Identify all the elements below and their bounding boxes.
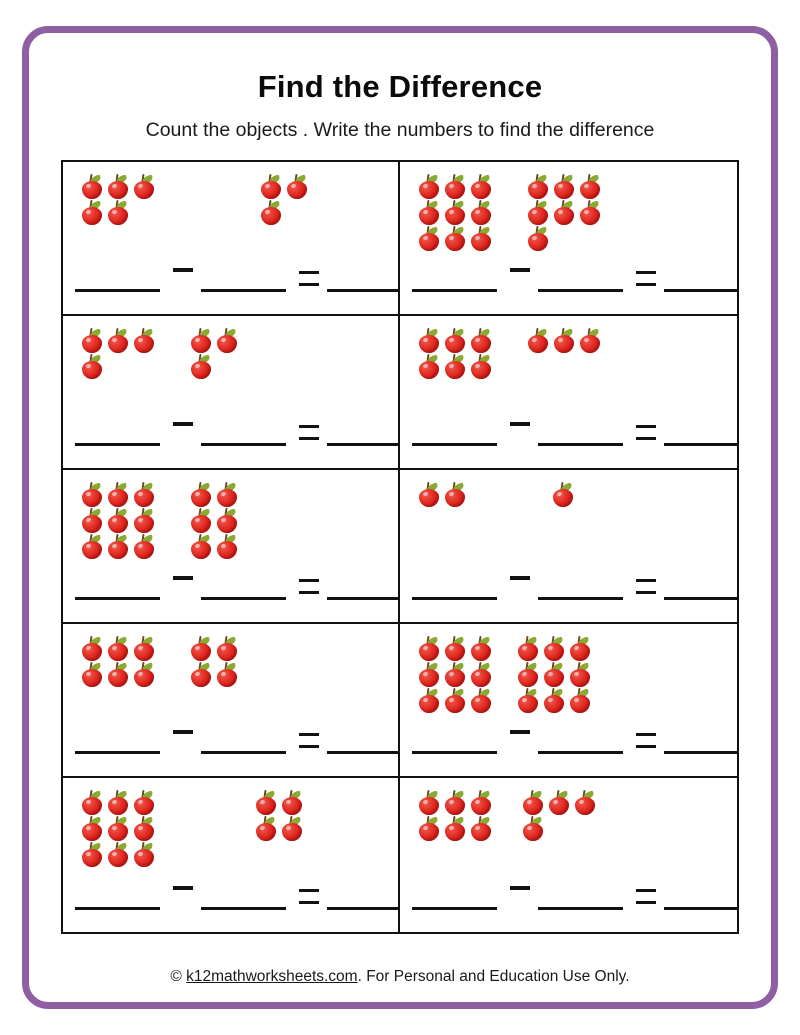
apple-icon bbox=[442, 688, 468, 714]
apple-icon bbox=[253, 790, 279, 816]
apple-group-right bbox=[525, 328, 603, 354]
apple-icon bbox=[105, 636, 131, 662]
apple-icon bbox=[279, 790, 305, 816]
apple-icon bbox=[214, 482, 240, 508]
apple-group-left bbox=[416, 174, 494, 252]
minus-sign-icon bbox=[173, 886, 193, 890]
minuend-blank[interactable] bbox=[75, 289, 160, 292]
problem-cell bbox=[400, 162, 737, 316]
apple-icon bbox=[525, 328, 551, 354]
apple-icon bbox=[416, 688, 442, 714]
apple-icon bbox=[188, 482, 214, 508]
apple-icon bbox=[551, 174, 577, 200]
apple-icon bbox=[525, 226, 551, 252]
apple-icon bbox=[442, 790, 468, 816]
minuend-blank[interactable] bbox=[412, 289, 497, 292]
apple-icon bbox=[550, 482, 576, 508]
apple-icon bbox=[105, 508, 131, 534]
footer-credit bbox=[61, 956, 739, 992]
answer-blank[interactable] bbox=[664, 751, 737, 754]
apple-icon bbox=[131, 842, 157, 868]
apple-icon bbox=[468, 174, 494, 200]
problem-cell bbox=[63, 624, 400, 778]
subtrahend-blank[interactable] bbox=[538, 597, 623, 600]
apple-icon bbox=[468, 354, 494, 380]
apple-icon bbox=[131, 534, 157, 560]
equals-sign-icon bbox=[299, 889, 319, 904]
subtrahend-blank[interactable] bbox=[538, 751, 623, 754]
subtrahend-blank[interactable] bbox=[201, 443, 286, 446]
apple-icon bbox=[79, 662, 105, 688]
apple-icon bbox=[79, 174, 105, 200]
apple-icon bbox=[442, 174, 468, 200]
apple-icon bbox=[525, 174, 551, 200]
minus-sign-icon bbox=[510, 422, 530, 426]
apple-icon bbox=[214, 534, 240, 560]
apple-group-left bbox=[79, 636, 157, 688]
apple-icon bbox=[442, 328, 468, 354]
apple-icon bbox=[105, 174, 131, 200]
apple-icon bbox=[284, 174, 310, 200]
apple-icon bbox=[577, 174, 603, 200]
apple-icon bbox=[79, 842, 105, 868]
page-title: Find the Difference bbox=[257, 69, 543, 104]
minuend-blank[interactable] bbox=[75, 907, 160, 910]
apple-icon bbox=[442, 636, 468, 662]
apple-group-left bbox=[79, 482, 157, 560]
apple-icon bbox=[551, 328, 577, 354]
equals-sign-icon bbox=[299, 271, 319, 286]
apple-group-left bbox=[416, 790, 494, 842]
apple-icon bbox=[416, 662, 442, 688]
apple-group-left bbox=[79, 328, 157, 380]
equals-sign-icon bbox=[636, 271, 656, 286]
apple-icon bbox=[131, 482, 157, 508]
footer-suffix: . For Personal and Education Use Only. bbox=[357, 968, 630, 985]
answer-blank[interactable] bbox=[327, 289, 400, 292]
apple-icon bbox=[525, 200, 551, 226]
apple-icon bbox=[214, 636, 240, 662]
problems-grid bbox=[61, 160, 739, 934]
apple-icon bbox=[131, 790, 157, 816]
minus-sign-icon bbox=[510, 268, 530, 272]
apple-icon bbox=[79, 816, 105, 842]
minuend-blank[interactable] bbox=[412, 907, 497, 910]
minuend-blank[interactable] bbox=[412, 751, 497, 754]
subtrahend-blank[interactable] bbox=[538, 289, 623, 292]
answer-blank[interactable] bbox=[327, 443, 400, 446]
apple-group-right bbox=[188, 482, 240, 560]
apple-icon bbox=[79, 508, 105, 534]
apple-group-right bbox=[258, 174, 310, 226]
apple-group-left bbox=[79, 174, 157, 226]
minus-sign-icon bbox=[510, 576, 530, 580]
apple-icon bbox=[442, 226, 468, 252]
apple-icon bbox=[105, 790, 131, 816]
apple-icon bbox=[567, 636, 593, 662]
apple-icon bbox=[131, 328, 157, 354]
subtrahend-blank[interactable] bbox=[201, 597, 286, 600]
apple-icon bbox=[188, 636, 214, 662]
equals-sign-icon bbox=[636, 425, 656, 440]
apple-icon bbox=[253, 816, 279, 842]
apple-icon bbox=[131, 174, 157, 200]
apple-group-left bbox=[416, 636, 494, 714]
apple-icon bbox=[577, 200, 603, 226]
apple-icon bbox=[468, 688, 494, 714]
subtrahend-blank[interactable] bbox=[538, 907, 623, 910]
worksheet-border bbox=[22, 26, 778, 1009]
apple-icon bbox=[79, 200, 105, 226]
problem-cell bbox=[63, 162, 400, 316]
answer-blank[interactable] bbox=[664, 443, 737, 446]
apple-icon bbox=[79, 482, 105, 508]
apple-icon bbox=[416, 482, 442, 508]
apple-icon bbox=[416, 636, 442, 662]
apple-icon bbox=[567, 688, 593, 714]
apple-icon bbox=[105, 534, 131, 560]
apple-group-right bbox=[550, 482, 576, 508]
apple-icon bbox=[442, 816, 468, 842]
problem-cell bbox=[63, 778, 400, 932]
apple-icon bbox=[214, 662, 240, 688]
apple-icon bbox=[214, 508, 240, 534]
apple-icon bbox=[442, 200, 468, 226]
apple-icon bbox=[416, 816, 442, 842]
subtrahend-blank[interactable] bbox=[201, 751, 286, 754]
apple-icon bbox=[105, 328, 131, 354]
equals-sign-icon bbox=[299, 733, 319, 748]
apple-group-right bbox=[525, 174, 603, 252]
apple-icon bbox=[105, 200, 131, 226]
problem-cell bbox=[63, 470, 400, 624]
answer-blank[interactable] bbox=[664, 907, 737, 910]
apple-icon bbox=[468, 200, 494, 226]
apple-icon bbox=[468, 816, 494, 842]
subtrahend-blank[interactable] bbox=[201, 289, 286, 292]
apple-icon bbox=[468, 636, 494, 662]
apple-icon bbox=[416, 200, 442, 226]
apple-icon bbox=[188, 328, 214, 354]
apple-icon bbox=[468, 790, 494, 816]
apple-icon bbox=[188, 354, 214, 380]
equals-sign-icon bbox=[299, 579, 319, 594]
apple-icon bbox=[551, 200, 577, 226]
problem-cell bbox=[63, 316, 400, 470]
apple-icon bbox=[541, 636, 567, 662]
apple-icon bbox=[515, 636, 541, 662]
apple-group-left bbox=[79, 790, 157, 868]
apple-group-right bbox=[253, 790, 305, 842]
apple-icon bbox=[515, 662, 541, 688]
answer-blank[interactable] bbox=[664, 597, 737, 600]
problem-cell bbox=[400, 624, 737, 778]
apple-icon bbox=[105, 482, 131, 508]
apple-icon bbox=[79, 790, 105, 816]
apple-icon bbox=[258, 174, 284, 200]
apple-icon bbox=[442, 482, 468, 508]
apple-icon bbox=[258, 200, 284, 226]
apple-icon bbox=[105, 662, 131, 688]
minus-sign-icon bbox=[173, 730, 193, 734]
apple-icon bbox=[468, 226, 494, 252]
equals-sign-icon bbox=[636, 579, 656, 594]
apple-icon bbox=[546, 790, 572, 816]
minuend-blank[interactable] bbox=[75, 443, 160, 446]
apple-group-right bbox=[188, 328, 240, 380]
problem-cell bbox=[400, 778, 737, 932]
apple-icon bbox=[188, 662, 214, 688]
apple-group-right bbox=[515, 636, 593, 714]
apple-group-right bbox=[520, 790, 598, 842]
minus-sign-icon bbox=[173, 268, 193, 272]
apple-icon bbox=[79, 636, 105, 662]
apple-icon bbox=[416, 226, 442, 252]
problem-cell bbox=[400, 316, 737, 470]
apple-icon bbox=[416, 174, 442, 200]
apple-icon bbox=[567, 662, 593, 688]
minus-sign-icon bbox=[510, 886, 530, 890]
subtrahend-blank[interactable] bbox=[538, 443, 623, 446]
equals-sign-icon bbox=[636, 733, 656, 748]
apple-icon bbox=[105, 816, 131, 842]
apple-icon bbox=[188, 534, 214, 560]
minus-sign-icon bbox=[510, 730, 530, 734]
apple-icon bbox=[442, 354, 468, 380]
apple-icon bbox=[79, 328, 105, 354]
answer-blank[interactable] bbox=[327, 751, 400, 754]
apple-icon bbox=[442, 662, 468, 688]
apple-icon bbox=[131, 508, 157, 534]
answer-blank[interactable] bbox=[664, 289, 737, 292]
apple-icon bbox=[416, 328, 442, 354]
footer-link[interactable]: k12mathworksheets.com bbox=[186, 968, 358, 985]
minuend-blank[interactable] bbox=[412, 443, 497, 446]
apple-icon bbox=[105, 842, 131, 868]
apple-icon bbox=[515, 688, 541, 714]
answer-blank[interactable] bbox=[327, 907, 400, 910]
apple-icon bbox=[79, 534, 105, 560]
minus-sign-icon bbox=[173, 422, 193, 426]
apple-group-right bbox=[188, 636, 240, 688]
apple-icon bbox=[520, 790, 546, 816]
apple-icon bbox=[541, 662, 567, 688]
apple-icon bbox=[188, 508, 214, 534]
apple-icon bbox=[131, 816, 157, 842]
instructions-text: Count the objects . Write the numbers to find the difference bbox=[145, 119, 655, 141]
apple-group-left bbox=[416, 328, 494, 380]
apple-icon bbox=[541, 688, 567, 714]
apple-icon bbox=[131, 636, 157, 662]
equals-sign-icon bbox=[299, 425, 319, 440]
equals-sign-icon bbox=[636, 889, 656, 904]
apple-icon bbox=[572, 790, 598, 816]
apple-icon bbox=[79, 354, 105, 380]
apple-icon bbox=[416, 790, 442, 816]
apple-icon bbox=[131, 662, 157, 688]
apple-icon bbox=[577, 328, 603, 354]
apple-group-left bbox=[416, 482, 468, 508]
minuend-blank[interactable] bbox=[75, 751, 160, 754]
problem-cell bbox=[400, 470, 737, 624]
minus-sign-icon bbox=[173, 576, 193, 580]
apple-icon bbox=[214, 328, 240, 354]
footer-prefix: © bbox=[170, 968, 187, 985]
apple-icon bbox=[416, 354, 442, 380]
answer-blank[interactable] bbox=[327, 597, 400, 600]
apple-icon bbox=[468, 662, 494, 688]
subtrahend-blank[interactable] bbox=[201, 907, 286, 910]
minuend-blank[interactable] bbox=[412, 597, 497, 600]
apple-icon bbox=[279, 816, 305, 842]
apple-icon bbox=[468, 328, 494, 354]
minuend-blank[interactable] bbox=[75, 597, 160, 600]
apple-icon bbox=[520, 816, 546, 842]
